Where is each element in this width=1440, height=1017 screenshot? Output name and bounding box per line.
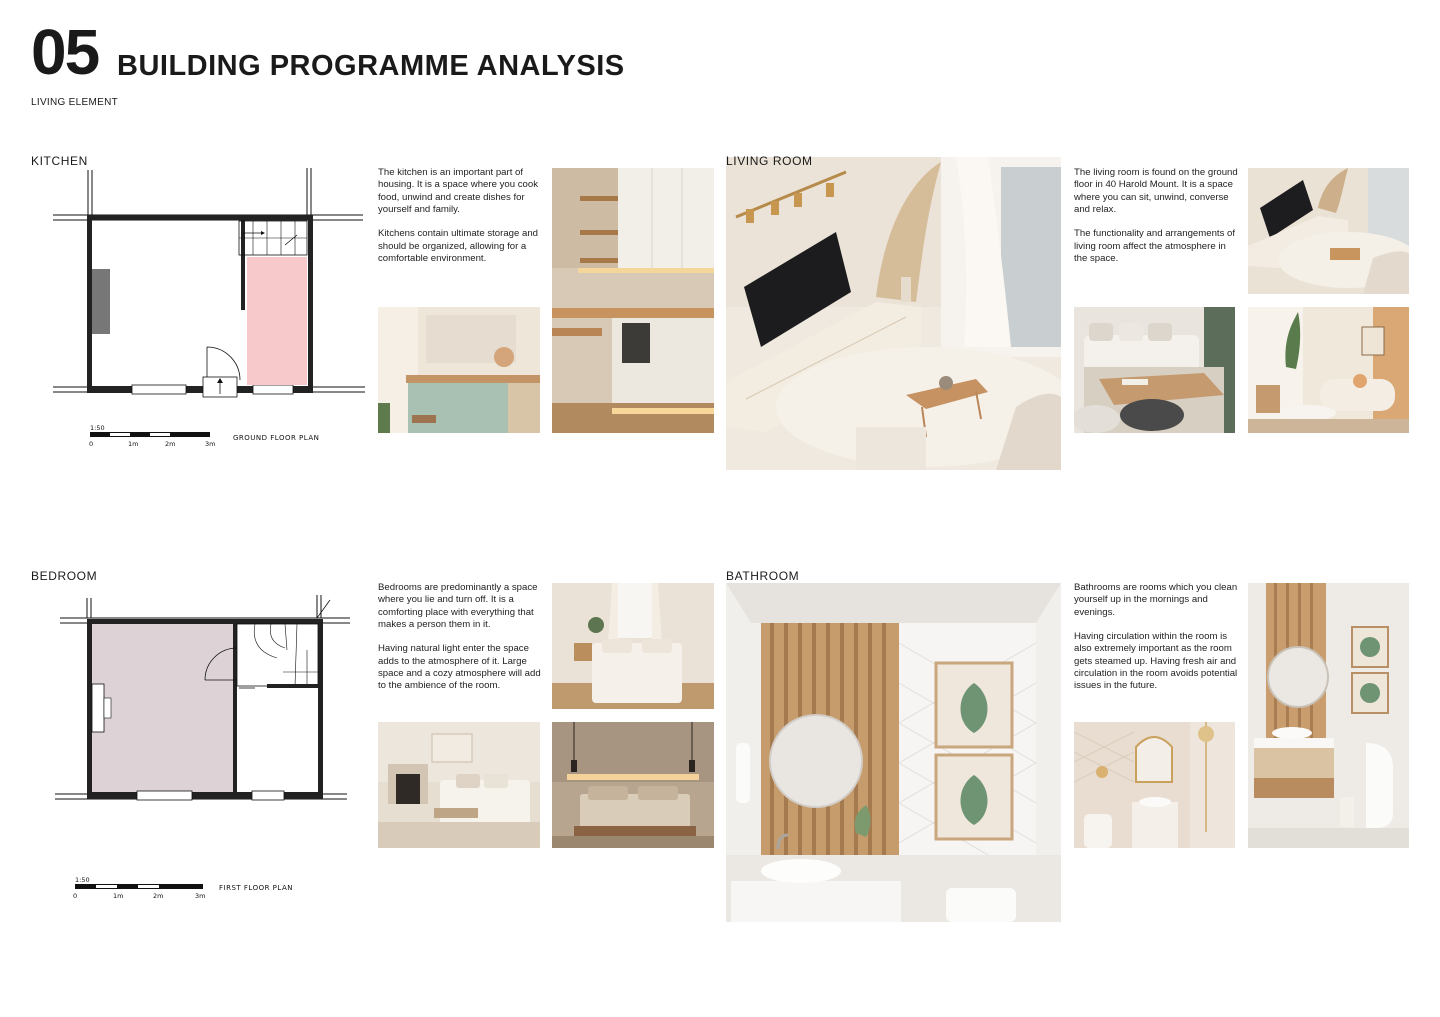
living-room-label: LIVING ROOM	[726, 154, 813, 168]
bathroom-photo-1	[1248, 583, 1409, 848]
bedroom-paragraph-2: Having natural light enter the space adds to the atmosphere of it. Large space and a cozy atmosphere will add to the ambience of the room.	[378, 643, 541, 692]
bathroom-paragraph-1: Bathrooms are rooms which you clean yourself up in the mornings and evenings.	[1074, 582, 1238, 618]
scale-ratio: 1:50	[90, 424, 105, 432]
bedroom-scale-ratio: 1:50	[75, 876, 90, 884]
bedroom-photo-3	[552, 722, 714, 848]
section-number: 05	[31, 16, 99, 88]
first-floor-plan	[45, 590, 360, 900]
bedroom-plan-caption: FIRST FLOOR PLAN	[219, 884, 293, 892]
scale-tick-3: 3m	[205, 440, 216, 448]
scale-tick-2: 2m	[165, 440, 176, 448]
scale-tick-1: 1m	[128, 440, 139, 448]
plan-caption: GROUND FLOOR PLAN	[233, 434, 320, 442]
kitchen-photo-1	[378, 307, 540, 433]
bedroom-scale-tick-2: 2m	[153, 892, 164, 900]
scale-tick-0: 0	[89, 440, 94, 448]
bathroom-paragraph-2: Having circulation within the room is also extremely important as the room gets steamed up. Having fresh air and circulation in the room avoids potential issues in the future.	[1074, 631, 1238, 692]
bedroom-photo-2	[378, 722, 540, 848]
page-title: BUILDING PROGRAMME ANALYSIS	[117, 50, 625, 82]
bedroom-scale-tick-0: 0	[73, 892, 78, 900]
living-room-photo-3	[1248, 307, 1409, 433]
living-room-paragraph-1: The living room is found on the ground floor in 40 Harold Mount. It is a space where you can sit, unwind, converse and relax.	[1074, 167, 1238, 215]
living-room-main-photo	[726, 154, 1061, 470]
bedroom-description	[378, 582, 543, 705]
bedroom-scale-tick-3: 3m	[195, 892, 206, 900]
bedroom-photo-1	[552, 583, 714, 709]
page-subtitle: LIVING ELEMENT	[31, 97, 118, 108]
living-room-photo-2	[1074, 307, 1235, 433]
kitchen-description	[378, 167, 543, 278]
kitchen-photo-2	[552, 168, 714, 433]
bedroom-paragraph-1: Bedrooms are predominantly a space where you lie and turn off. It is a comforting place with everything that makes a person them in it.	[378, 582, 538, 630]
bathroom-main-photo	[726, 583, 1061, 922]
living-room-photo-1	[1248, 168, 1409, 294]
bedroom-scale-tick-1: 1m	[113, 892, 124, 900]
bathroom-description	[1074, 582, 1239, 705]
bathroom-photo-2	[1074, 722, 1235, 848]
kitchen-paragraph-1: The kitchen is an important part of housing. It is a space where you cook food, unwind and create dishes for yourself and family.	[378, 167, 538, 215]
kitchen-label: KITCHEN	[31, 154, 88, 168]
living-room-description	[1074, 167, 1239, 278]
living-room-paragraph-2: The functionality and arrangements of living room affect the atmosphere in the space.	[1074, 228, 1236, 265]
bathroom-label: BATHROOM	[726, 569, 800, 583]
ground-floor-plan	[35, 165, 370, 455]
kitchen-paragraph-2: Kitchens contain ultimate storage and should be organized, allowing for a comfortable environment.	[378, 228, 538, 265]
bedroom-label: BEDROOM	[31, 569, 98, 583]
